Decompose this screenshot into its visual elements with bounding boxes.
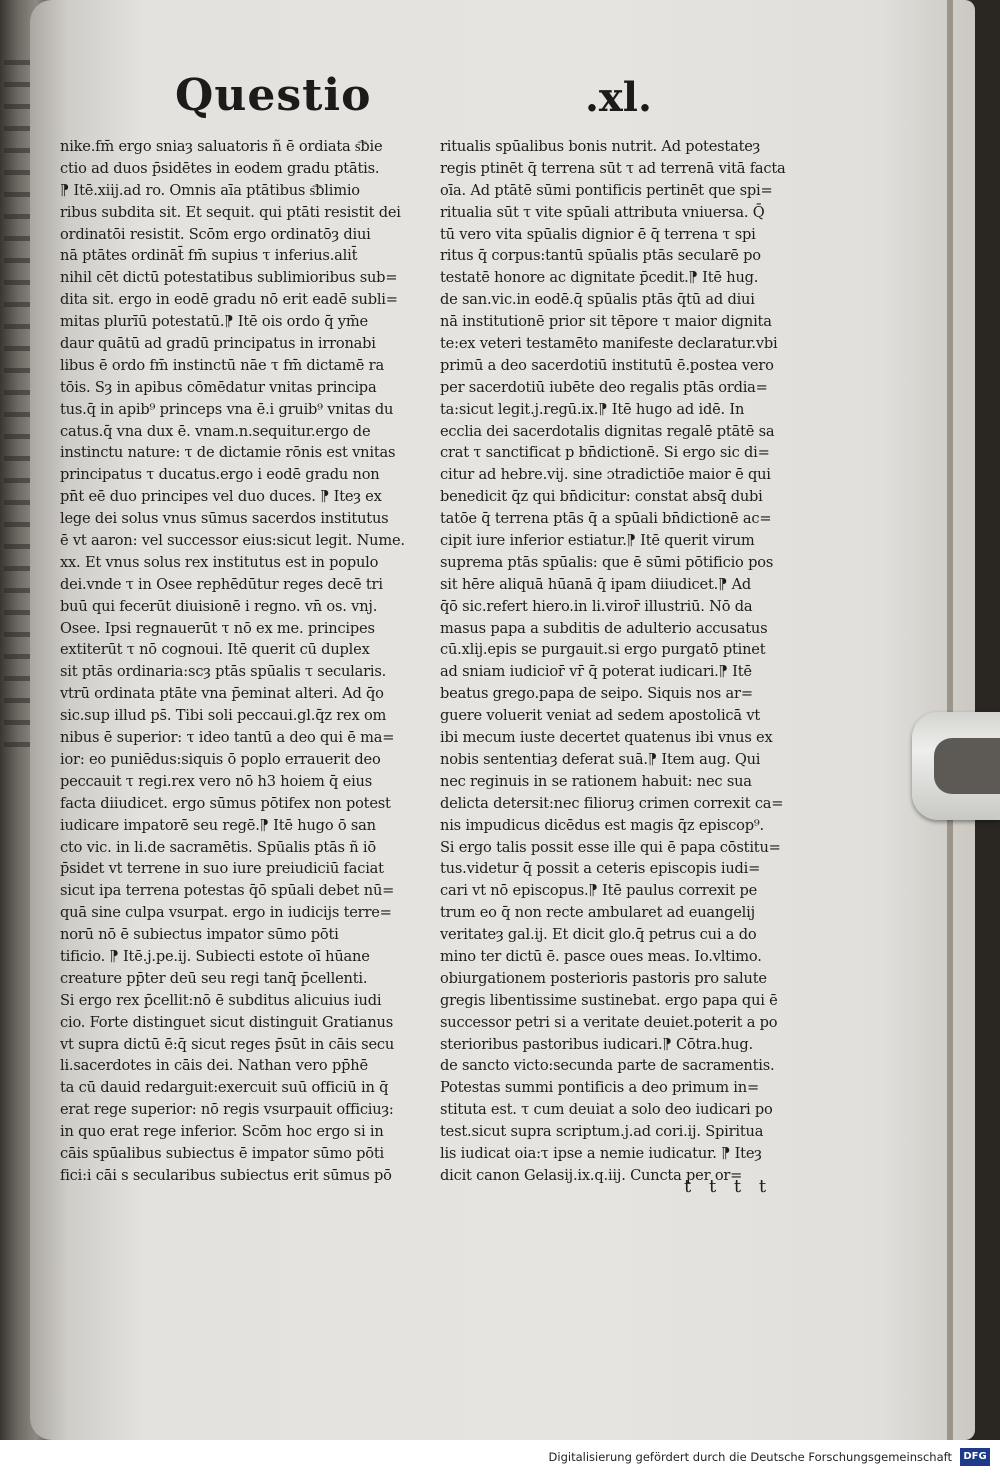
text-line: fici:i cāi s secularibus subiectus erit sūmus pō bbox=[60, 1166, 392, 1184]
text-line: ritus q̄ corpus:tantū spūalis ptās secularē po bbox=[440, 247, 761, 265]
text-line: test.sicut supra scriptum.j.ad cori.ij. Spiritua bbox=[440, 1123, 764, 1141]
text-line: extiterūt τ nō cognoui. Itē querit cū duplex bbox=[60, 641, 370, 659]
text-line: te:ex veteri testamēto manifeste declaratur.vbi bbox=[440, 335, 778, 353]
text-line: vtrū ordinata ptāte vna p̄eminat alteri. Ad q̄o bbox=[60, 685, 384, 703]
text-line: delicta detersit:nec filioruȝ crimen correxit ca= bbox=[440, 794, 784, 812]
text-line: ordinatōi resistit. Scōm ergo ordinatōȝ diui bbox=[60, 225, 371, 243]
text-line: ritualia sūt τ vite spūali attributa vniuersa. Q̄ bbox=[440, 203, 765, 221]
text-line: Osee. Ipsi regnauerūt τ nō ex me. principes bbox=[60, 619, 375, 637]
text-line: Si ergo talis possit esse ille qui ē papa cōstitu= bbox=[440, 838, 781, 856]
footer-bar bbox=[0, 1440, 1000, 1474]
text-line: cari vt nō episcopus.⁋ Itē paulus correxit pe bbox=[440, 882, 758, 900]
running-head-number: .xl. bbox=[585, 74, 652, 121]
text-line: cāis spūalibus subiectus ē impator sūmo pōti bbox=[60, 1144, 385, 1162]
text-line: vt supra dictū ē:q̄ sicut reges p̄sūt in cāis secu bbox=[60, 1035, 395, 1053]
text-line: ribus subdita sit. Et sequit. qui ptāti resistit dei bbox=[60, 203, 401, 221]
text-line: ⁋ Itē.xiij.ad ro. Omnis aīa ptātibus s͞blimio bbox=[60, 181, 360, 199]
text-line: nā institutionē prior sit tēpore τ maior dignita bbox=[440, 313, 772, 331]
text-line: principatus τ ducatus.ergo i eodē gradu non bbox=[60, 466, 380, 484]
text-line: trum eo q̄ non recte ambularet ad euangelij bbox=[440, 904, 755, 922]
text-line: tificio. ⁋ Itē.j.pe.ij. Subiecti estote oī hūane bbox=[60, 947, 370, 965]
text-line: p̄sidet vt terrene in suo iure preiudiciū faciat bbox=[60, 860, 384, 878]
text-line: creature pp̄ter deū seu regi tanq̄ p̄cellenti. bbox=[60, 969, 368, 987]
text-line: dei.vnde τ in Osee rephēdūtur reges decē tri bbox=[60, 575, 383, 593]
text-line: mitas plurīū potestatū.⁋ Itē ois ordo q̄ ym̄e bbox=[60, 313, 368, 331]
text-line: cū.xlij.epis se purgauit.si ergo purgatō ptinet bbox=[440, 641, 766, 659]
text-line: successor petri si a veritate deuiet.poterit a po bbox=[440, 1013, 778, 1031]
text-line: crat τ sanctificat p bn̄dictionē. Si ergo sic di= bbox=[440, 444, 770, 462]
text-line: ta:sicut legit.j.regū.ix.⁋ Itē hugo ad idē. In bbox=[440, 400, 745, 418]
text-line: nā ptātes ordināt̄ fm̄ supius τ inferius.alit̄ bbox=[60, 247, 358, 265]
text-line: nobis sententiaȝ deferat suā.⁋ Item aug. Qui bbox=[440, 750, 761, 768]
text-line: sit hēre aliquā hūanā q̄ ipam diiudicet.⁋ Ad bbox=[440, 575, 752, 593]
text-column-right bbox=[440, 136, 812, 1188]
text-line: gregis libentissime sustinebat. ergo papa qui ē bbox=[440, 991, 778, 1009]
text-line bbox=[60, 1187, 424, 1188]
text-line: tatōe q̄ terrena ptās q̄ a spūali bn̄dictionē ac= bbox=[440, 510, 772, 528]
text-line: de sancto victo:secunda parte de sacramentis. bbox=[440, 1057, 775, 1075]
text-line: obiurgationem posterioris pastoris pro salute bbox=[440, 969, 767, 987]
text-line: daur quātū ad gradū principatus in irronabi bbox=[60, 335, 376, 353]
text-line: norū nō ē subiectus impator sūmo pōti bbox=[60, 926, 339, 944]
text-line: tus.videtur q̄ possit a ceteris episcopis iudi= bbox=[440, 860, 761, 878]
text-line: tōis. Sȝ in apibus cōmēdatur vnitas principa bbox=[60, 378, 377, 396]
text-line: pn̄t eē duo principes vel duo duces. ⁋ Iteȝ ex bbox=[60, 488, 382, 506]
text-line: guere voluerit veniat ad sedem apostolicā vt bbox=[440, 707, 761, 725]
signature-mark: t t t t bbox=[684, 1176, 773, 1197]
text-line: lege dei solus vnus sūmus sacerdos institutus bbox=[60, 510, 389, 528]
text-line: ad sniam iudicior̄ vr̄ q̄ poterat iudicari.⁋ Itē bbox=[440, 663, 752, 681]
text-line: Si ergo rex p̄cellit:nō ē subditus alicuius iudi bbox=[60, 991, 382, 1009]
text-line: sic.sup illud ps̄. Tibi soli peccaui.gl.q̄z rex om bbox=[60, 707, 387, 725]
text-line: cio. Forte distinguet sicut distinguit Gratianus bbox=[60, 1013, 394, 1031]
text-line: instinctu nature: τ de dictamie rōnis est vnitas bbox=[60, 444, 396, 462]
text-line: ritualis spūalibus bonis nutrit. Ad potestateȝ bbox=[440, 138, 761, 155]
text-line: sicut ipa terrena potestas q̄ō spūali debet nū= bbox=[60, 882, 395, 900]
text-line: sit ptās ordinaria:scȝ ptās spūalis τ secularis. bbox=[60, 663, 387, 681]
text-line: masus papa a subditis de adulterio accusatus bbox=[440, 619, 768, 637]
running-head bbox=[175, 70, 695, 130]
text-line: nibus ē superior: τ ideo tantū a deo qui ē ma= bbox=[60, 729, 395, 747]
text-line: lis iudicat oia:τ ipse a nemie iudicatur. ⁋ Iteȝ bbox=[440, 1144, 762, 1162]
text-line: veritateȝ gal.ij. Et dicit glo.q̄ petrus cui a do bbox=[440, 926, 757, 944]
text-line: cipit iure inferior estiatur.⁋ Itē querit virum bbox=[440, 532, 755, 550]
text-line: libus ē ordo fm̄ instinctū nāe τ fm̄ dictamē ra bbox=[60, 356, 384, 374]
text-line: de san.vic.in eodē.q̄ spūalis ptās q̄tū ad diui bbox=[440, 291, 755, 309]
text-line: ta cū dauid redarguit:exercuit suū officiū in q̄ bbox=[60, 1079, 389, 1097]
text-line: tū vero vita spūalis dignior ē q̄ terrena τ spi bbox=[440, 225, 756, 243]
text-line: nec reginuis in se rationem habuit: nec sua bbox=[440, 772, 752, 790]
text-line: mino ter dictū ē. pasce oues meas. Io.vltimo. bbox=[440, 947, 762, 965]
text-line: ecclia dei sacerdotalis dignitas regalē ptātē sa bbox=[440, 422, 775, 440]
text-line: oīa. Ad ptātē sūmi pontificis pertinēt que spi= bbox=[440, 181, 773, 199]
text-line: primū a deo sacerdotiū institutū ē.postea vero bbox=[440, 356, 774, 374]
text-line: iudicare impatorē seu regē.⁋ Itē hugo ō san bbox=[60, 816, 376, 834]
text-line: testatē honore ac dignitate p̄cedit.⁋ Itē hug. bbox=[440, 269, 759, 287]
text-line: citur ad hebre.vij. sine ɔtradictiōe maior ē qui bbox=[440, 466, 771, 484]
text-line: nike.fm̄ ergo sniaȝ saluatoris ñ ē ordiata s͞bie bbox=[60, 138, 383, 155]
text-line: xx. Et vnus solus rex institutus est in populo bbox=[60, 553, 379, 571]
text-line: ibi mecum iuste decertet quatenus ibi vnus ex bbox=[440, 729, 773, 747]
text-line: benedicit q̄z qui bn̄dicitur: constat absq̄ dubi bbox=[440, 488, 763, 506]
text-line: beatus grego.papa de seipo. Siquis nos ar= bbox=[440, 685, 753, 703]
footer-credit: Digitalisierung gefördert durch die Deutsche Forschungsgemeinschaft bbox=[548, 1450, 952, 1464]
text-line: dicit canon Gelasij.ix.q.iij. Cuncta per or= bbox=[440, 1166, 743, 1184]
text-line: cto vic. in li.de sacramētis. Spūalis ptās ñ iō bbox=[60, 838, 376, 856]
text-line: li.sacerdotes in cāis dei. Nathan vero pp̄hē bbox=[60, 1057, 368, 1075]
text-column-left bbox=[60, 136, 424, 1188]
text-line: nihil cēt dictū potestatibus sublimioribus sub= bbox=[60, 269, 398, 287]
text-line: quā sine culpa vsurpat. ergo in iudicijs terre= bbox=[60, 904, 392, 922]
text-line: q̄ō sic.refert hiero.in li.viror̄ illustriū. Nō da bbox=[440, 597, 753, 615]
text-line: suprema ptās spūalis: que ē sūmi pōtificio pos bbox=[440, 553, 774, 571]
text-line: ior: eo puniēdus:siquis ō poplo errauerit deo bbox=[60, 750, 381, 768]
text-line: regis ptinēt q̄ terrena sūt τ ad terrenā vitā facta bbox=[440, 159, 786, 177]
text-line: tus.q̄ in apib⁹ princeps vna ē.i gruib⁹ vnitas du bbox=[60, 400, 394, 418]
text-line: ctio ad duos p̄sidētes in eodem gradu ptātis. bbox=[60, 159, 380, 177]
text-line: peccauit τ regi.rex vero nō h3 hoiem q̄ eius bbox=[60, 772, 373, 790]
text-line: nis impudicus dicēdus est magis q̄z episcop⁹. bbox=[440, 816, 764, 834]
text-line: per sacerdotiū iubēte deo regalis ptās ordia= bbox=[440, 378, 768, 396]
text-line: buū qui fecerūt diuisionē i regno. vn̄ os. vnj. bbox=[60, 597, 378, 615]
page-clip-inner bbox=[934, 738, 1000, 794]
text-line: catus.q̄ vna dux ē. vnam.n.sequitur.ergo de bbox=[60, 422, 371, 440]
text-line: ē vt aaron: vel successor eius:sicut legit. Nume. bbox=[60, 532, 405, 550]
dfg-logo: DFG bbox=[960, 1448, 990, 1466]
text-line: erat rege superior: nō regis vsurpauit officiuȝ: bbox=[60, 1101, 394, 1119]
text-line: Potestas summi pontificis a deo primum in= bbox=[440, 1079, 760, 1097]
text-line: facta diiudicet. ergo sūmus pōtifex non potest bbox=[60, 794, 391, 812]
running-head-title: Questio bbox=[175, 70, 372, 121]
text-line: sterioribus pastoribus iudicari.⁋ Cōtra.hug. bbox=[440, 1035, 753, 1053]
text-line: in quo erat rege inferior. Scōm hoc ergo si in bbox=[60, 1123, 384, 1141]
page-clip bbox=[912, 712, 1000, 820]
text-line: stituta est. τ cum deuiat a solo deo iudicari po bbox=[440, 1101, 773, 1119]
text-line: dita sit. ergo in eodē gradu nō erit eadē subli= bbox=[60, 291, 398, 309]
